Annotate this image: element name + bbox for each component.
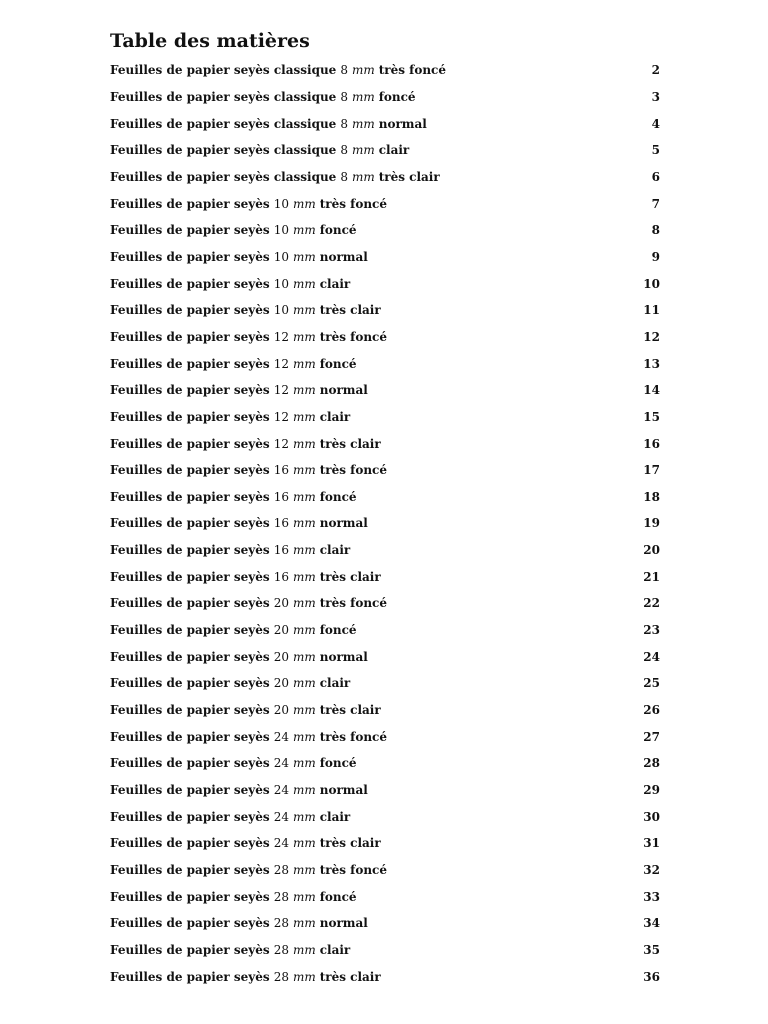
toc-entry-page-number: 4 [651, 116, 660, 131]
toc-entry-prefix: Feuilles de papier seyès [110, 836, 270, 851]
toc-entry-shade: normal [378, 116, 427, 131]
toc-entry-page-number: 27 [643, 729, 660, 744]
toc-entry-label [110, 351, 357, 377]
toc-entry-label [110, 830, 381, 856]
toc-entry-prefix: Feuilles de papier seyès [110, 863, 270, 878]
toc-entry-label [110, 644, 368, 670]
toc-entry-shade: normal [319, 383, 368, 398]
toc-entry-label [110, 884, 357, 910]
toc-entry-label [110, 457, 387, 483]
toc-entry-unit: mm [351, 89, 375, 104]
toc-entry-shade: très clair [319, 436, 381, 451]
toc-entry-prefix: Feuilles de papier seyès [110, 463, 270, 478]
toc-entry-page-number: 6 [651, 169, 660, 184]
toc-entry[interactable] [110, 457, 660, 484]
toc-entry-size: 12 [273, 409, 289, 424]
toc-entry-shade: foncé [378, 89, 416, 104]
toc-entry-page-number: 14 [643, 383, 660, 398]
table-of-contents-title: Table des matières [110, 30, 310, 52]
toc-entry-unit: mm [292, 809, 316, 824]
toc-entry-label [110, 191, 387, 217]
toc-entry-label [110, 724, 387, 750]
toc-entry-size: 20 [273, 649, 289, 664]
toc-entry-unit: mm [292, 516, 316, 531]
toc-entry-unit: mm [292, 676, 316, 691]
toc-entry[interactable] [110, 324, 660, 351]
toc-entry-page-number: 12 [643, 329, 660, 344]
toc-entry-size: 28 [273, 916, 289, 931]
toc-entry-prefix: Feuilles de papier seyès [110, 676, 270, 691]
toc-entry-page-number: 15 [643, 409, 660, 424]
toc-entry-prefix: Feuilles de papier seyès [110, 489, 270, 504]
toc-entry-page-number: 35 [643, 942, 660, 957]
toc-entry-page-number: 24 [643, 649, 660, 664]
toc-entry[interactable] [110, 510, 660, 537]
toc-entry-label [110, 617, 357, 643]
toc-entry[interactable] [110, 777, 660, 804]
toc-entry-page-number: 11 [643, 303, 660, 318]
toc-entry-unit: mm [351, 63, 375, 78]
toc-entry-shade: foncé [319, 356, 357, 371]
toc-entry-size: 10 [273, 303, 289, 318]
toc-entry-size: 28 [273, 969, 289, 984]
toc-entry-unit: mm [351, 116, 375, 131]
toc-entry[interactable] [110, 937, 660, 964]
toc-entry-prefix: Feuilles de papier seyès [110, 756, 270, 771]
toc-entry-page-number: 3 [651, 89, 660, 104]
toc-entry-size: 24 [273, 836, 289, 851]
toc-entry-prefix: Feuilles de papier seyès [110, 543, 270, 558]
toc-entry-size: 8 [340, 143, 348, 158]
toc-entry-shade: normal [319, 783, 368, 798]
toc-entry[interactable] [110, 404, 660, 431]
toc-entry-shade: normal [319, 916, 368, 931]
toc-entry-prefix: Feuilles de papier seyès classique [110, 169, 337, 184]
toc-entry[interactable] [110, 830, 660, 857]
toc-entry[interactable] [110, 484, 660, 511]
toc-entry-shade: clair [319, 676, 351, 691]
toc-entry[interactable] [110, 670, 660, 697]
toc-entry-page-number: 23 [643, 623, 660, 638]
toc-entry-prefix: Feuilles de papier seyès [110, 303, 270, 318]
toc-entry[interactable] [110, 723, 660, 750]
toc-entry-size: 24 [273, 756, 289, 771]
toc-entry-prefix: Feuilles de papier seyès classique [110, 143, 337, 158]
toc-entry-unit: mm [292, 196, 316, 211]
toc-entry-label [110, 484, 357, 510]
toc-entry-page-number: 20 [643, 543, 660, 558]
toc-entry-size: 20 [273, 596, 289, 611]
toc-entry-page-number: 13 [643, 356, 660, 371]
toc-entry-label [110, 244, 368, 270]
toc-entry[interactable] [110, 803, 660, 830]
toc-entry-shade: clair [319, 809, 351, 824]
toc-entry-page-number: 33 [643, 889, 660, 904]
toc-entry-size: 24 [273, 809, 289, 824]
toc-entry-unit: mm [292, 649, 316, 664]
toc-entry[interactable] [110, 244, 660, 271]
toc-entry-prefix: Feuilles de papier seyès [110, 383, 270, 398]
toc-entry-shade: clair [378, 143, 410, 158]
toc-entry-size: 28 [273, 889, 289, 904]
toc-entry[interactable] [110, 297, 660, 324]
toc-entry[interactable] [110, 350, 660, 377]
toc-entry-unit: mm [292, 276, 316, 291]
toc-entry-shade: clair [319, 543, 351, 558]
toc-entry[interactable] [110, 563, 660, 590]
toc-entry-size: 12 [273, 356, 289, 371]
toc-entry-prefix: Feuilles de papier seyès [110, 249, 270, 264]
toc-entry-shade: normal [319, 649, 368, 664]
toc-entry-shade: clair [319, 409, 351, 424]
toc-entry-unit: mm [292, 223, 316, 238]
toc-entry-page-number: 10 [643, 276, 660, 291]
toc-entry[interactable] [110, 270, 660, 297]
toc-entry[interactable] [110, 137, 660, 164]
toc-entry[interactable] [110, 857, 660, 884]
toc-entry-shade: normal [319, 516, 368, 531]
toc-entry-unit: mm [292, 729, 316, 744]
table-of-contents-list [110, 57, 660, 990]
toc-entry-page-number: 32 [643, 863, 660, 878]
toc-entry-unit: mm [292, 916, 316, 931]
toc-entry-label [110, 804, 350, 830]
toc-entry-page-number: 28 [643, 756, 660, 771]
toc-entry-prefix: Feuilles de papier seyès [110, 916, 270, 931]
toc-entry-size: 10 [273, 276, 289, 291]
toc-entry-shade: clair [319, 942, 351, 957]
toc-entry[interactable] [110, 697, 660, 724]
toc-entry-prefix: Feuilles de papier seyès [110, 436, 270, 451]
toc-entry-label [110, 750, 357, 776]
toc-entry-page-number: 34 [643, 916, 660, 931]
toc-entry-label [110, 377, 368, 403]
toc-entry[interactable] [110, 190, 660, 217]
toc-entry[interactable] [110, 164, 660, 191]
toc-entry-prefix: Feuilles de papier seyès [110, 623, 270, 638]
toc-entry-label [110, 510, 368, 536]
toc-entry-shade: foncé [319, 223, 357, 238]
toc-entry-prefix: Feuilles de papier seyès [110, 329, 270, 344]
toc-entry-prefix: Feuilles de papier seyès [110, 889, 270, 904]
toc-entry-size: 8 [340, 89, 348, 104]
toc-entry-size: 10 [273, 196, 289, 211]
toc-entry-unit: mm [292, 329, 316, 344]
toc-entry-prefix: Feuilles de papier seyès [110, 276, 270, 291]
toc-entry-size: 8 [340, 63, 348, 78]
toc-entry-label [110, 297, 381, 323]
toc-entry-prefix: Feuilles de papier seyès classique [110, 116, 337, 131]
toc-entry[interactable] [110, 110, 660, 137]
toc-entry[interactable] [110, 590, 660, 617]
toc-entry-shade: très foncé [319, 863, 387, 878]
toc-entry-shade: très foncé [319, 463, 387, 478]
toc-entry[interactable] [110, 617, 660, 644]
toc-entry-label [110, 937, 350, 963]
toc-entry-size: 16 [273, 543, 289, 558]
toc-entry-size: 24 [273, 729, 289, 744]
toc-entry-label [110, 111, 427, 137]
toc-entry-unit: mm [292, 436, 316, 451]
toc-entry-label [110, 670, 350, 696]
toc-entry[interactable] [110, 963, 660, 990]
toc-entry-shade: très foncé [319, 596, 387, 611]
toc-entry-label [110, 777, 368, 803]
toc-entry[interactable] [110, 643, 660, 670]
toc-entry-shade: très foncé [319, 196, 387, 211]
toc-entry-size: 16 [273, 489, 289, 504]
toc-entry-unit: mm [292, 303, 316, 318]
toc-entry-prefix: Feuilles de papier seyès [110, 223, 270, 238]
toc-entry[interactable] [110, 910, 660, 937]
toc-entry-shade: très clair [319, 969, 381, 984]
toc-entry-prefix: Feuilles de papier seyès [110, 729, 270, 744]
toc-entry-label [110, 697, 381, 723]
toc-entry-unit: mm [292, 969, 316, 984]
toc-entry-prefix: Feuilles de papier seyès [110, 356, 270, 371]
toc-entry[interactable] [110, 57, 660, 84]
toc-entry-prefix: Feuilles de papier seyès [110, 596, 270, 611]
toc-entry-shade: foncé [319, 889, 357, 904]
toc-entry-size: 20 [273, 676, 289, 691]
toc-entry-unit: mm [292, 703, 316, 718]
toc-entry-prefix: Feuilles de papier seyès classique [110, 63, 337, 78]
toc-entry-prefix: Feuilles de papier seyès [110, 942, 270, 957]
toc-entry-shade: très clair [378, 169, 440, 184]
toc-entry[interactable] [110, 883, 660, 910]
toc-entry-page-number: 30 [643, 809, 660, 824]
toc-entry-unit: mm [292, 836, 316, 851]
toc-entry-unit: mm [292, 463, 316, 478]
toc-entry-label [110, 857, 387, 883]
toc-entry-unit: mm [351, 143, 375, 158]
toc-entry-unit: mm [292, 596, 316, 611]
toc-entry-label [110, 324, 387, 350]
toc-entry-size: 28 [273, 942, 289, 957]
toc-entry-prefix: Feuilles de papier seyès [110, 649, 270, 664]
toc-entry-unit: mm [292, 409, 316, 424]
toc-entry-page-number: 5 [651, 143, 660, 158]
toc-entry-prefix: Feuilles de papier seyès [110, 703, 270, 718]
toc-entry-page-number: 17 [643, 463, 660, 478]
toc-entry-unit: mm [292, 356, 316, 371]
toc-entry-size: 10 [273, 223, 289, 238]
toc-entry-shade: très clair [319, 303, 381, 318]
toc-entry-label [110, 271, 350, 297]
toc-entry-label [110, 431, 381, 457]
toc-entry-page-number: 26 [643, 703, 660, 718]
toc-entry-label [110, 164, 440, 190]
toc-entry-unit: mm [292, 623, 316, 638]
toc-entry-label [110, 590, 387, 616]
toc-entry-label [110, 964, 381, 990]
toc-entry-prefix: Feuilles de papier seyès [110, 516, 270, 531]
toc-entry-label [110, 910, 368, 936]
toc-entry-label [110, 57, 446, 83]
toc-entry-size: 12 [273, 436, 289, 451]
toc-entry[interactable] [110, 84, 660, 111]
toc-entry-shade: clair [319, 276, 351, 291]
toc-entry-label [110, 404, 350, 430]
toc-entry-unit: mm [292, 249, 316, 264]
toc-entry-page-number: 29 [643, 783, 660, 798]
toc-entry-label [110, 564, 381, 590]
toc-entry-page-number: 22 [643, 596, 660, 611]
toc-entry-prefix: Feuilles de papier seyès [110, 783, 270, 798]
toc-entry-page-number: 8 [651, 223, 660, 238]
toc-entry-size: 20 [273, 623, 289, 638]
toc-entry-shade: très foncé [319, 729, 387, 744]
toc-entry-unit: mm [292, 383, 316, 398]
toc-entry-prefix: Feuilles de papier seyès [110, 196, 270, 211]
toc-entry[interactable] [110, 377, 660, 404]
toc-entry-shade: très clair [319, 569, 381, 584]
toc-entry-page-number: 18 [643, 489, 660, 504]
toc-entry-prefix: Feuilles de papier seyès [110, 569, 270, 584]
toc-entry-unit: mm [292, 863, 316, 878]
toc-entry-prefix: Feuilles de papier seyès [110, 969, 270, 984]
toc-entry-size: 8 [340, 116, 348, 131]
toc-entry-unit: mm [292, 756, 316, 771]
toc-entry[interactable] [110, 750, 660, 777]
toc-entry-shade: foncé [319, 623, 357, 638]
toc-entry-unit: mm [292, 783, 316, 798]
toc-entry-page-number: 7 [651, 196, 660, 211]
toc-entry-shade: très clair [319, 703, 381, 718]
toc-entry-unit: mm [292, 569, 316, 584]
toc-entry-page-number: 19 [643, 516, 660, 531]
toc-entry-page-number: 21 [643, 569, 660, 584]
toc-entry-shade: très clair [319, 836, 381, 851]
toc-entry-page-number: 36 [643, 969, 660, 984]
toc-entry-label [110, 217, 357, 243]
toc-entry-size: 8 [340, 169, 348, 184]
toc-entry-shade: foncé [319, 489, 357, 504]
toc-entry-size: 16 [273, 516, 289, 531]
toc-entry-unit: mm [292, 942, 316, 957]
toc-entry-shade: normal [319, 249, 368, 264]
toc-entry-size: 24 [273, 783, 289, 798]
toc-entry-prefix: Feuilles de papier seyès [110, 809, 270, 824]
toc-entry-shade: très foncé [378, 63, 446, 78]
toc-entry-page-number: 25 [643, 676, 660, 691]
toc-entry[interactable] [110, 217, 660, 244]
toc-entry-size: 16 [273, 463, 289, 478]
toc-entry-size: 12 [273, 329, 289, 344]
toc-entry-unit: mm [292, 543, 316, 558]
toc-entry-page-number: 16 [643, 436, 660, 451]
toc-entry-shade: foncé [319, 756, 357, 771]
toc-entry[interactable] [110, 537, 660, 564]
toc-entry-page-number: 9 [651, 249, 660, 264]
toc-entry-label [110, 537, 350, 563]
toc-entry-page-number: 31 [643, 836, 660, 851]
toc-entry-size: 12 [273, 383, 289, 398]
toc-entry-size: 20 [273, 703, 289, 718]
toc-entry-unit: mm [351, 169, 375, 184]
toc-entry-label [110, 84, 416, 110]
toc-entry-size: 28 [273, 863, 289, 878]
toc-entry-prefix: Feuilles de papier seyès [110, 409, 270, 424]
toc-entry-shade: très foncé [319, 329, 387, 344]
toc-entry-label [110, 137, 409, 163]
toc-entry-size: 10 [273, 249, 289, 264]
toc-entry-unit: mm [292, 889, 316, 904]
toc-entry-unit: mm [292, 489, 316, 504]
toc-entry[interactable] [110, 430, 660, 457]
toc-entry-size: 16 [273, 569, 289, 584]
toc-entry-prefix: Feuilles de papier seyès classique [110, 89, 337, 104]
toc-entry-page-number: 2 [651, 63, 660, 78]
